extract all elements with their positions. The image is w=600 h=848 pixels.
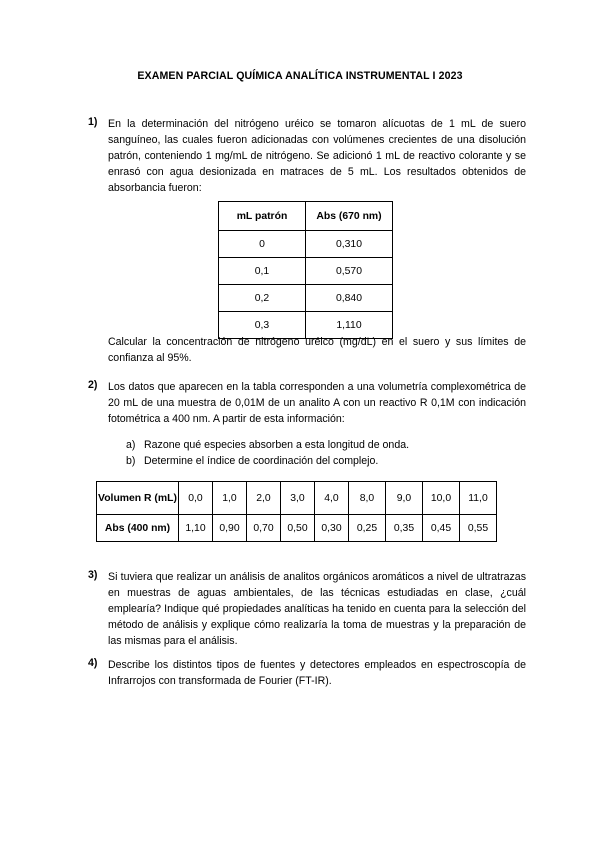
table-cell: 0,50 xyxy=(281,515,315,542)
table-cell: 2,0 xyxy=(247,482,281,515)
table-cell: 1,110 xyxy=(306,312,393,339)
table-cell: 11,0 xyxy=(460,482,497,515)
table-cell: 0,30 xyxy=(315,515,349,542)
table-cell: 0,0 xyxy=(179,482,213,515)
question-2 xyxy=(88,379,526,427)
question-2-item-a xyxy=(126,437,409,453)
exam-title: EXAMEN PARCIAL QUÍMICA ANALÍTICA INSTRUMENTAL I 2023 xyxy=(137,70,463,82)
question-1-number: 1) xyxy=(88,116,98,128)
titration-table xyxy=(96,481,497,542)
table-cell: 0,3 xyxy=(219,312,306,339)
question-4-text: Describe los distintos tipos de fuentes y detectores empleados en espectroscopía de Infrarrojos con transformada de Fourier (FT-IR). xyxy=(108,659,526,687)
question-2-intro: Los datos que aparecen en la tabla corresponden a una volumetría complexométrica de 20 mL de una muestra de 0,01M de un analito A con un reactivo R 0,1M con indicación fotométrica a 400 nm. A partir de esta información: xyxy=(108,381,526,425)
question-1-closing-block xyxy=(88,334,526,366)
table-row xyxy=(219,258,393,285)
table-cell: 0 xyxy=(219,231,306,258)
table-row xyxy=(219,285,393,312)
table-cell: 0,570 xyxy=(306,258,393,285)
item-text: Determine el índice de coordinación del complejo. xyxy=(144,455,379,467)
question-3-text: Si tuviera que realizar un análisis de analitos orgánicos aromáticos a nivel de ultratrazas en muestras de aguas ambientales, de las técnicas estudiadas en clase, ¿cuál emplearía? Indique qué propiedades analíticas ha tenido en cuenta para la selección del método de análisis y explique cómo realizaría la toma de muestras y la preparación de las mismas para el análisis. xyxy=(108,571,526,647)
table-cell: 1,10 xyxy=(179,515,213,542)
table-cell: 10,0 xyxy=(423,482,460,515)
question-4 xyxy=(88,657,526,689)
table-cell: 9,0 xyxy=(386,482,423,515)
calibration-table xyxy=(218,201,393,339)
item-label: b) xyxy=(126,455,136,467)
table-row-abs xyxy=(97,515,497,542)
question-1 xyxy=(88,116,526,196)
table-cell: 0,25 xyxy=(349,515,386,542)
table-cell: 0,45 xyxy=(423,515,460,542)
question-1-closing: Calcular la concentración de nitrógeno uréico (mg/dL) en el suero y sus límites de confianza al 95%. xyxy=(108,336,526,364)
table-cell: 0,70 xyxy=(247,515,281,542)
row-header-abs-400: Abs (400 nm) xyxy=(97,515,179,542)
table-cell: 0,90 xyxy=(213,515,247,542)
table-cell: 0,310 xyxy=(306,231,393,258)
table-row xyxy=(219,231,393,258)
question-3 xyxy=(88,569,526,649)
table-cell: 4,0 xyxy=(315,482,349,515)
column-header-abs-670: Abs (670 nm) xyxy=(306,202,393,231)
table-cell: 0,2 xyxy=(219,285,306,312)
table-row-volume xyxy=(97,482,497,515)
question-1-intro: En la determinación del nitrógeno uréico se tomaron alícuotas de 1 mL de suero sanguíneo, las cuales fueron adicionadas con volúmenes crecientes de una disolución patrón, conteniendo 1 mg/mL de nitrógeno. Se adicionó 1 mL de reactivo colorante y se enrasó con agua desionizada en matraces de 5 mL. Los resultados obtenidos de absorbancia fueron: xyxy=(108,118,526,194)
column-header-ml-patron: mL patrón xyxy=(219,202,306,231)
question-4-number: 4) xyxy=(88,657,98,669)
table-cell: 0,55 xyxy=(460,515,497,542)
table-header-row xyxy=(219,202,393,231)
table-cell: 0,1 xyxy=(219,258,306,285)
item-text: Razone qué especies absorben a esta longitud de onda. xyxy=(144,439,410,451)
question-2-number: 2) xyxy=(88,379,98,391)
table-cell: 1,0 xyxy=(213,482,247,515)
table-cell: 0,840 xyxy=(306,285,393,312)
row-header-volume-r: Volumen R (mL) xyxy=(97,482,179,515)
table-cell: 8,0 xyxy=(349,482,386,515)
question-2-item-b xyxy=(126,453,378,469)
item-label: a) xyxy=(126,439,136,451)
table-cell: 0,35 xyxy=(386,515,423,542)
table-cell: 3,0 xyxy=(281,482,315,515)
question-3-number: 3) xyxy=(88,569,98,581)
